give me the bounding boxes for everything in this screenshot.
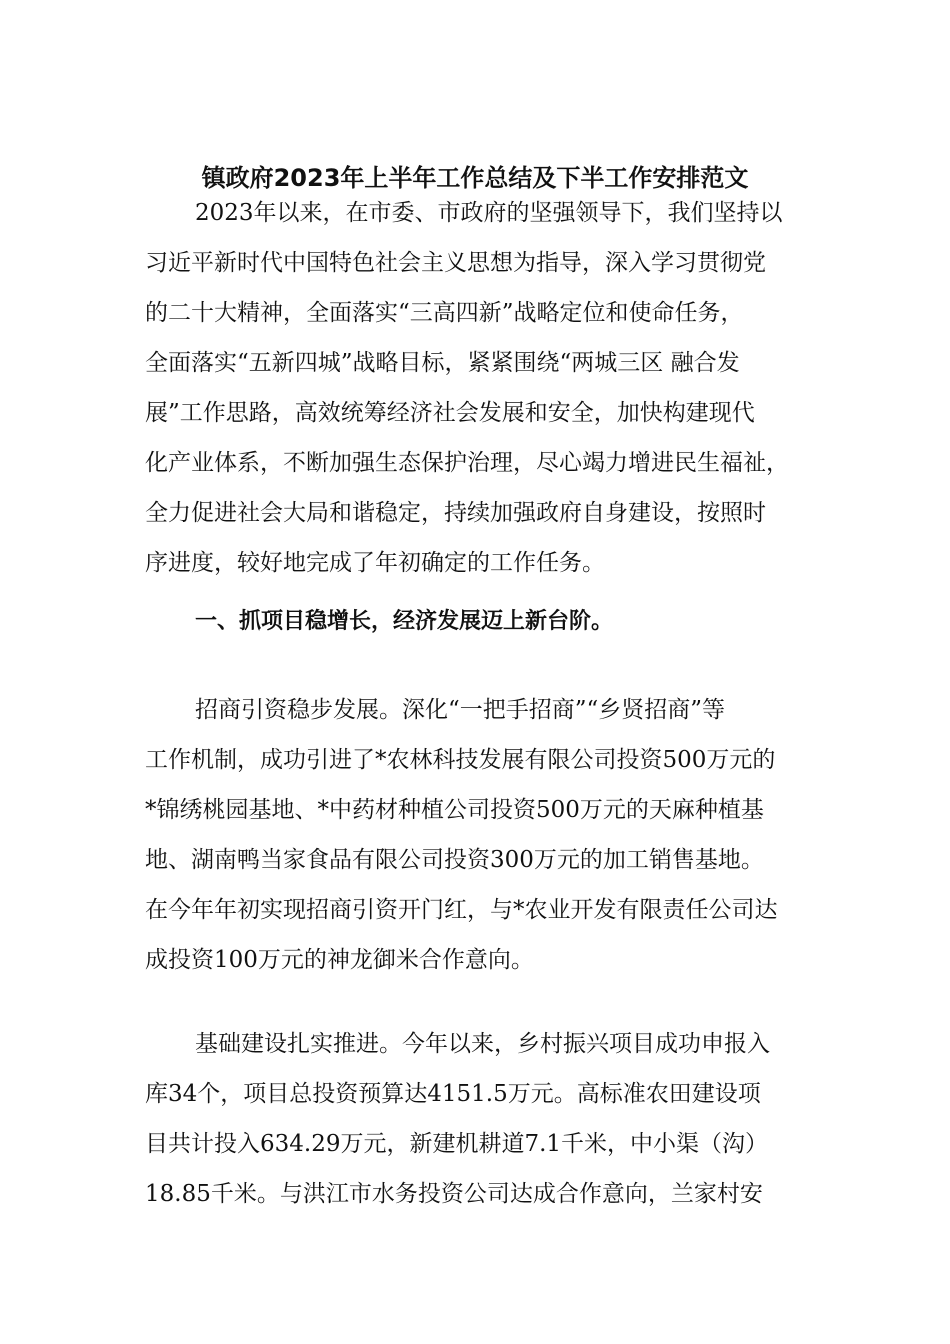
infrastructure-line-4: 18.85千米。与洪江市水务投资公司达成合作意向，兰家村安 (145, 1181, 763, 1207)
intro-line-8: 序进度，较好地完成了年初确定的工作任务。 (145, 550, 605, 576)
infrastructure-line-1: 基础建设扎实推进。今年以来，乡村振兴项目成功申报入 (195, 1031, 770, 1057)
investment-line-6: 成投资100万元的神龙御米合作意向。 (145, 947, 534, 973)
investment-line-3: *锦绣桃园基地、*中药材种植公司投资500万元的天麻种植基 (145, 797, 764, 823)
intro-line-3: 的二十大精神，全面落实“三高四新”战略定位和使命任务， (145, 300, 744, 326)
document-title: 镇政府2023年上半年工作总结及下半工作安排范文 (201, 164, 749, 192)
intro-line-5: 展”工作思路，高效统筹经济社会发展和安全，加快构建现代 (145, 400, 755, 426)
investment-line-2: 工作机制，成功引进了*农林科技发展有限公司投资500万元的 (145, 747, 776, 773)
infrastructure-line-3: 目共计投入634.29万元，新建机耕道7.1千米，中小渠（沟） (145, 1131, 769, 1157)
investment-line-4: 地、湖南鸭当家食品有限公司投资300万元的加工销售基地。 (145, 847, 764, 873)
intro-line-6: 化产业体系，不断加强生态保护治理，尽心竭力增进民生福祉， (145, 450, 789, 476)
infrastructure-line-2: 库34个，项目总投资预算达4151.5万元。高标准农田建设项 (145, 1081, 761, 1107)
intro-line-1: 2023年以来，在市委、市政府的坚强领导下，我们坚持以 (195, 200, 783, 226)
intro-line-7: 全力促进社会大局和谐稳定，持续加强政府自身建设，按照时 (145, 500, 766, 526)
investment-line-1: 招商引资稳步发展。深化“一把手招商”“乡贤招商”等 (195, 697, 726, 723)
intro-line-4: 全面落实“五新四城”战略目标，紧紧围绕“两城三区 融合发 (145, 350, 740, 376)
investment-line-5: 在今年年初实现招商引资开门红，与*农业开发有限责任公司达 (145, 897, 778, 923)
section-1-heading: 一、抓项目稳增长，经济发展迈上新台阶。 (195, 609, 614, 634)
intro-line-2: 习近平新时代中国特色社会主义思想为指导，深入学习贯彻党 (145, 250, 766, 276)
